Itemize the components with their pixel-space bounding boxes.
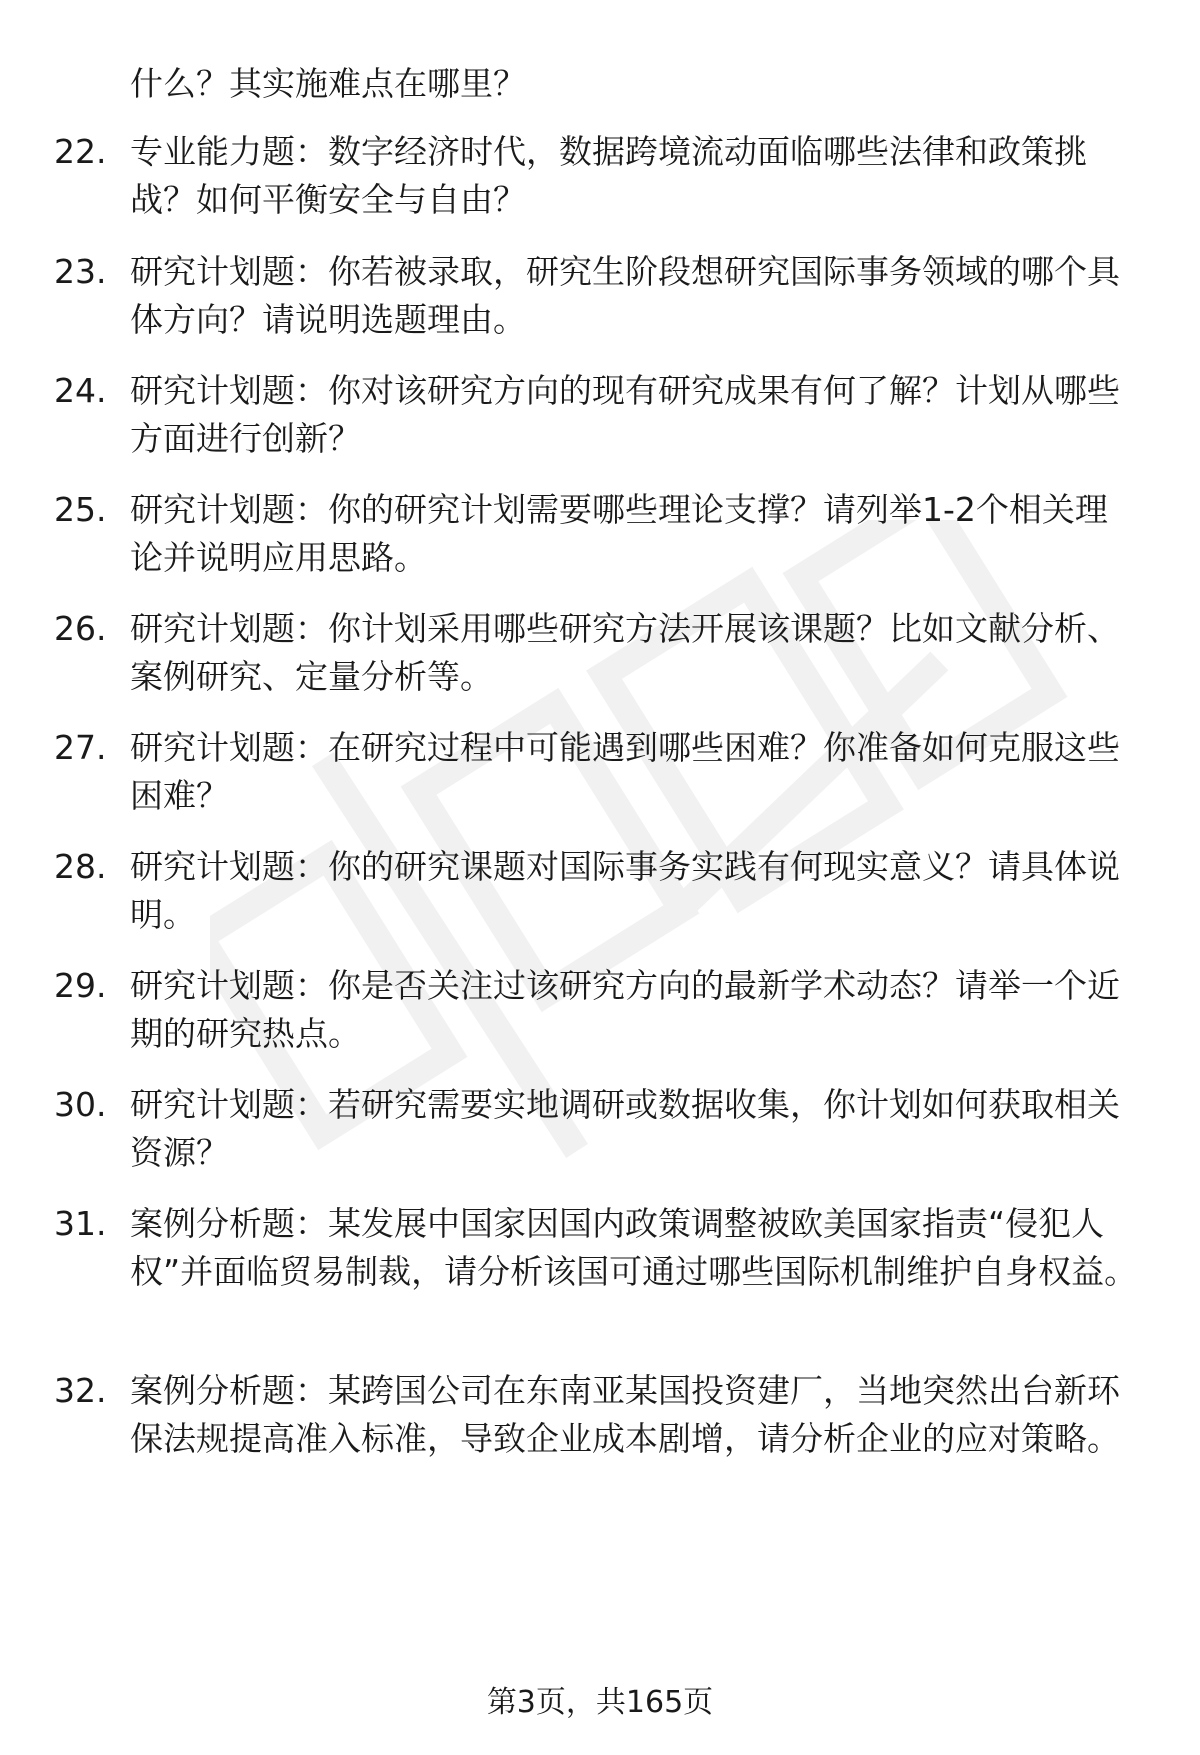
question-number: 31. — [54, 1204, 107, 1243]
page-footer: 第3页，共165页 — [486, 1685, 714, 1720]
question-number: 32. — [54, 1371, 107, 1410]
question-number: 30. — [54, 1085, 107, 1124]
question-text: 案例分析题：某跨国公司在东南亚某国投资建厂，当地突然出台新环保法规提高准入标准，导致企业成本剧增，请分析企业的应对策略。 — [130, 1371, 1120, 1458]
question-text: 研究计划题：你计划采用哪些研究方法开展该课题？比如文献分析、案例研究、定量分析等。 — [130, 609, 1120, 696]
question-number: 23. — [54, 252, 107, 291]
question-number: 24. — [54, 371, 107, 410]
question-text: 研究计划题：你的研究课题对国际事务实践有何现实意义？请具体说明。 — [130, 847, 1120, 934]
question-text: 研究计划题：你对该研究方向的现有研究成果有何了解？计划从哪些方面进行创新？ — [130, 371, 1120, 458]
continuation-text: 什么？其实施难点在哪里？ — [130, 64, 526, 103]
question-number: 26. — [54, 609, 107, 648]
question-text: 研究计划题：在研究过程中可能遇到哪些困难？你准备如何克服这些困难？ — [130, 728, 1120, 815]
question-text: 案例分析题：某发展中国家因国内政策调整被欧美国家指责“侵犯人权”并面临贸易制裁，请分析该国可通过哪些国际机制维护自身权益。 — [130, 1204, 1138, 1291]
question-number: 29. — [54, 966, 107, 1005]
question-number: 25. — [54, 490, 107, 529]
question-text: 研究计划题：你的研究计划需要哪些理论支撑？请列举1-2个相关理论并说明应用思路。 — [130, 490, 1108, 577]
question-number: 28. — [54, 847, 107, 886]
question-text: 专业能力题：数字经济时代，数据跨境流动面临哪些法律和政策挑战？如何平衡安全与自由？ — [130, 132, 1087, 219]
question-text: 研究计划题：你若被录取，研究生阶段想研究国际事务领域的哪个具体方向？请说明选题理由。 — [130, 252, 1120, 339]
question-text: 研究计划题：你是否关注过该研究方向的最新学术动态？请举一个近期的研究热点。 — [130, 966, 1120, 1053]
question-number: 27. — [54, 728, 107, 767]
question-text: 研究计划题：若研究需要实地调研或数据收集，你计划如何获取相关资源？ — [130, 1085, 1120, 1172]
question-number: 22. — [54, 132, 107, 171]
